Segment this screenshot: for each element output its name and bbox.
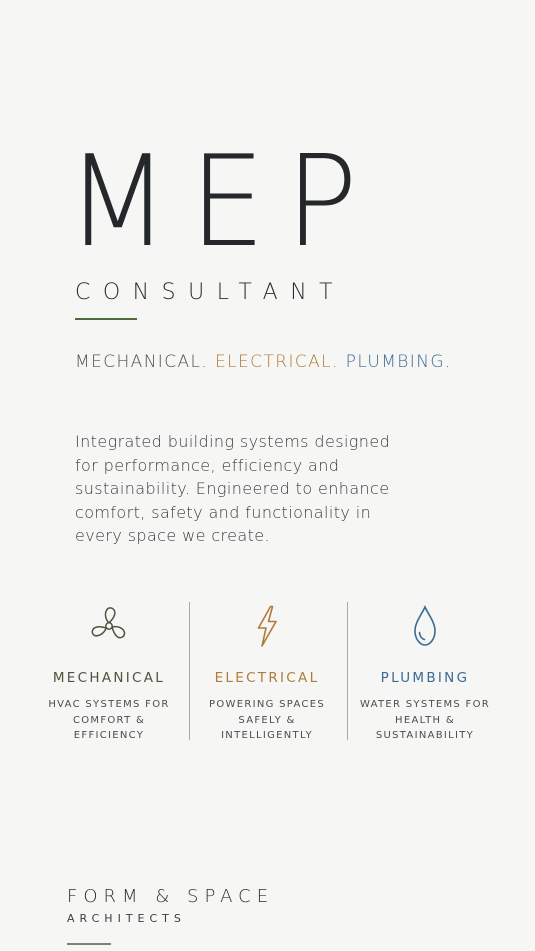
page-title: MEP: [66, 129, 378, 276]
service-mechanical: [30, 600, 188, 745]
tagline-electrical: ELECTRICAL: [215, 352, 333, 372]
firm-subtitle: ARCHITECTS: [67, 912, 186, 925]
service-title: PLUMBING: [380, 670, 470, 686]
tagline-separator: .: [444, 352, 452, 372]
service-plumbing: [346, 600, 504, 745]
firm-name: FORM & SPACE: [67, 886, 275, 907]
tagline-separator: .: [332, 352, 339, 372]
lightning-bolt-icon: [245, 604, 289, 648]
service-description: WATER SYSTEMS FOR HEALTH & SUSTAINABILITY: [360, 699, 491, 741]
accent-divider: [75, 318, 137, 320]
intro-description: Integrated building systems designed for performance, efficiency and sustainability. Engineered to enhance comfort, safety and functionality in every space we create.: [75, 432, 391, 545]
service-title: ELECTRICAL: [214, 670, 320, 686]
fan-icon: [87, 604, 131, 648]
services-row: [30, 600, 505, 745]
disciplines-tagline: [75, 352, 452, 372]
service-description: HVAC SYSTEMS FOR COMFORT & EFFICIENCY: [48, 699, 170, 741]
water-drop-icon: [403, 604, 447, 648]
service-electrical: [188, 600, 346, 745]
footer-divider: [67, 943, 111, 945]
tagline-separator: .: [201, 352, 209, 372]
page-subtitle: CONSULTANT: [75, 280, 346, 305]
tagline-plumbing: PLUMBING: [345, 352, 445, 372]
service-title: MECHANICAL: [52, 670, 166, 686]
service-description: POWERING SPACES SAFELY & INTELLIGENTLY: [209, 699, 325, 741]
tagline-mechanical: MECHANICAL: [75, 352, 202, 372]
